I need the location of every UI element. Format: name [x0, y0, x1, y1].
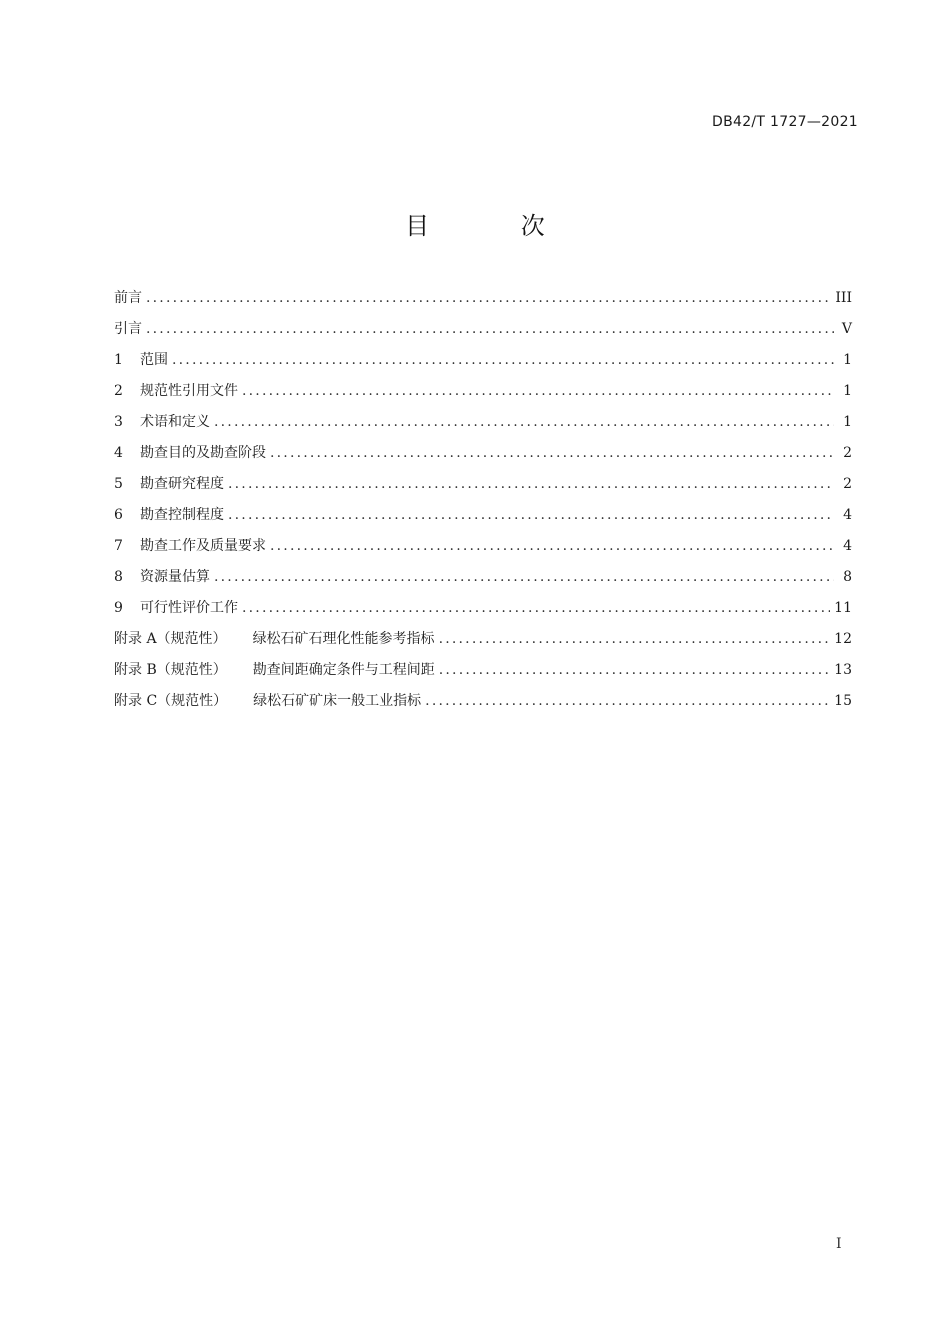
toc-leader-dots: [425, 689, 830, 713]
toc-entry-resource-estimation[interactable]: [114, 565, 852, 596]
toc-entry-page: III: [835, 290, 852, 306]
toc-entry-page: 2: [843, 476, 852, 492]
toc-leader-dots: [270, 441, 834, 465]
toc-entry-label: 范围: [140, 352, 168, 368]
toc-entry-label: 引言: [114, 321, 142, 337]
toc-entry-page: 2: [843, 445, 852, 461]
toc-entry-work-quality[interactable]: [114, 534, 852, 565]
toc-entry-number: 8: [114, 569, 123, 585]
toc-entry-introduction[interactable]: [114, 317, 852, 348]
toc-title: 目 次: [405, 212, 587, 240]
toc-entry-scope[interactable]: [114, 348, 852, 379]
annex-designation: 附录 C（规范性）: [114, 693, 228, 709]
document-code: DB42/T 1727—2021: [712, 114, 858, 130]
toc-leader-dots: [214, 410, 834, 434]
toc-leader-dots: [146, 317, 834, 341]
toc-entry-annex-a[interactable]: [114, 627, 852, 658]
toc-leader-dots: [270, 534, 834, 558]
toc-entry-normative-references[interactable]: [114, 379, 852, 410]
toc-entry-label: 资源量估算: [140, 569, 210, 585]
toc-entry-number: 6: [114, 507, 123, 523]
toc-entry-label: 术语和定义: [140, 414, 210, 430]
toc-leader-dots: [439, 627, 831, 651]
page-number: I: [836, 1236, 842, 1252]
toc-leader-dots: [146, 286, 831, 310]
annex-designation: 附录 A（规范性）: [114, 631, 227, 647]
toc-entry-number: 2: [114, 383, 123, 399]
toc-entry-page: 1: [843, 352, 852, 368]
toc-entry-terms-definitions[interactable]: [114, 410, 852, 441]
toc-entry-number: 7: [114, 538, 123, 554]
toc-entry-page: 4: [843, 507, 852, 523]
toc-entry-number: 5: [114, 476, 123, 492]
annex-title: 绿松石矿石理化性能参考指标: [252, 631, 435, 647]
toc-entry-foreword[interactable]: [114, 286, 852, 317]
toc-leader-dots: [242, 596, 830, 620]
toc-entry-exploration-purpose[interactable]: [114, 441, 852, 472]
toc-entry-page: 1: [843, 383, 852, 399]
toc-entry-label: [114, 658, 435, 682]
toc-entry-feasibility[interactable]: [114, 596, 852, 627]
toc-leader-dots: [242, 379, 834, 403]
toc-leader-dots: [214, 565, 834, 589]
table-of-contents: [114, 286, 852, 720]
toc-entry-number: 9: [114, 600, 123, 616]
toc-entry-page: 12: [834, 631, 852, 647]
toc-entry-label: 规范性引用文件: [140, 383, 238, 399]
annex-title: 绿松石矿矿床一般工业指标: [253, 693, 422, 709]
toc-entry-label: 勘查工作及质量要求: [140, 538, 266, 554]
toc-entry-annex-c[interactable]: [114, 689, 852, 720]
toc-entry-number: 4: [114, 445, 123, 461]
toc-entry-label: [114, 689, 421, 713]
toc-entry-page: V: [841, 321, 852, 337]
toc-entry-page: 4: [843, 538, 852, 554]
toc-entry-page: 1: [843, 414, 852, 430]
toc-leader-dots: [439, 658, 830, 682]
toc-leader-dots: [172, 348, 834, 372]
toc-entry-page: 13: [834, 662, 852, 678]
toc-leader-dots: [228, 472, 834, 496]
annex-designation: 附录 B（规范性）: [114, 662, 227, 678]
toc-entry-label: 前言: [114, 290, 142, 306]
toc-leader-dots: [228, 503, 834, 527]
toc-entry-page: 8: [843, 569, 852, 585]
toc-entry-label: 勘查研究程度: [140, 476, 224, 492]
annex-title: 勘查间距确定条件与工程间距: [252, 662, 435, 678]
toc-entry-label: 勘查控制程度: [140, 507, 224, 523]
toc-entry-annex-b[interactable]: [114, 658, 852, 689]
toc-entry-control-degree[interactable]: [114, 503, 852, 534]
toc-entry-label: [114, 627, 435, 651]
toc-entry-label: 勘查目的及勘查阶段: [140, 445, 266, 461]
toc-entry-research-degree[interactable]: [114, 472, 852, 503]
toc-entry-number: 1: [114, 352, 123, 368]
toc-entry-page: 15: [834, 693, 852, 709]
toc-entry-number: 3: [114, 414, 123, 430]
toc-entry-label: 可行性评价工作: [140, 600, 238, 616]
toc-entry-page: 11: [834, 600, 852, 616]
